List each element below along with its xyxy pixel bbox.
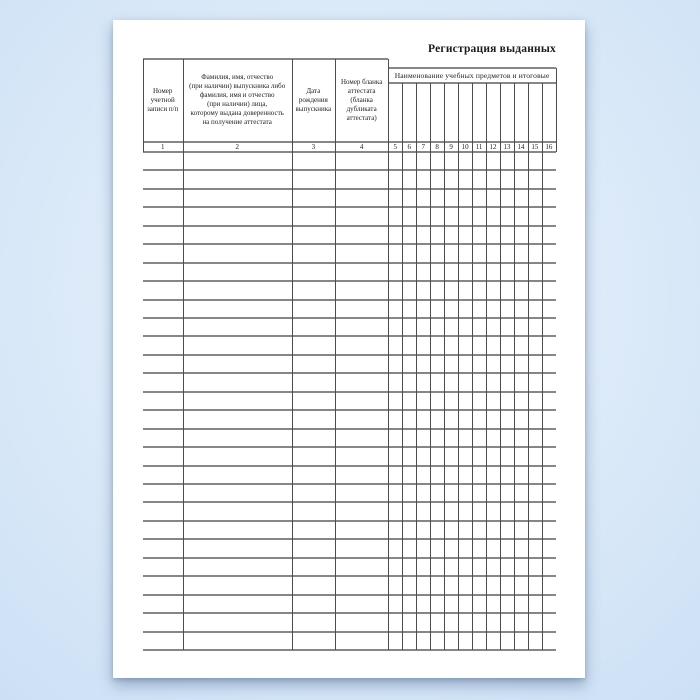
column-header-cell <box>144 59 182 143</box>
column-number-cell: 9 <box>449 143 453 151</box>
column-number-cell: 13 <box>503 143 511 151</box>
header-line: (при наличии) лица, <box>207 100 268 109</box>
header-line: аттестата <box>347 86 376 95</box>
table-row <box>143 263 556 281</box>
table-row <box>143 466 556 484</box>
header-line: фамилия, имя и отчество <box>199 91 275 100</box>
column-number-cell: 10 <box>461 143 469 151</box>
table-row <box>143 226 556 244</box>
column-number-cell: 4 <box>359 143 364 151</box>
column-number-cell: 6 <box>407 143 411 151</box>
table-row <box>143 576 556 594</box>
column-number-cell: 3 <box>311 143 316 151</box>
registration-table <box>113 20 585 678</box>
table-row <box>143 189 556 207</box>
header-line: дубликата <box>346 104 377 113</box>
column-number-cell: 1 <box>160 143 165 151</box>
column-number-cell: 12 <box>489 143 497 151</box>
table-row <box>143 355 556 373</box>
column-number-cell: 2 <box>235 143 239 151</box>
header-line: рождения <box>298 95 328 104</box>
header-line: учетной <box>150 95 175 104</box>
page-title: Регистрация выданных <box>428 43 556 55</box>
column-number-cell: 8 <box>435 143 439 151</box>
table-row <box>143 521 556 539</box>
column-header-cell <box>336 59 387 143</box>
table-row <box>143 336 556 354</box>
table-row <box>143 539 556 557</box>
table-row <box>143 207 556 225</box>
column-number-cell: 15 <box>531 143 539 151</box>
header-line: на получение аттестата <box>202 118 272 127</box>
table-row <box>143 152 556 170</box>
table-row <box>143 613 556 631</box>
column-header-cell <box>184 59 291 143</box>
table-row <box>143 392 556 410</box>
table-row <box>143 632 556 650</box>
header-line: аттестата) <box>346 113 377 122</box>
table-row <box>143 502 556 520</box>
table-row <box>143 410 556 428</box>
header-line: выпускника <box>295 104 332 113</box>
span-header-cell: Наименование учебных предметов и итоговые <box>394 71 550 81</box>
table-row <box>143 558 556 576</box>
table-row <box>143 447 556 465</box>
table-row <box>143 373 556 391</box>
header-line: которому выдана доверенность <box>190 109 284 118</box>
column-number-cell: 7 <box>421 143 425 151</box>
column-number-cell: 14 <box>517 143 525 151</box>
header-line: записи п/п <box>147 104 179 113</box>
table-row <box>143 300 556 318</box>
column-number-cell: 5 <box>393 143 398 151</box>
table-row <box>143 595 556 613</box>
table-row <box>143 281 556 299</box>
header-line: Номер <box>152 86 173 95</box>
header-line: (бланка <box>350 95 373 104</box>
column-number-cell: 16 <box>545 143 553 151</box>
column-number-cell: 11 <box>475 143 483 151</box>
header-line: Номер бланка <box>340 77 383 86</box>
table-row <box>143 318 556 336</box>
header-line: Дата <box>306 86 321 95</box>
header-line: Фамилия, имя, отчество <box>201 73 274 82</box>
table-right-border <box>556 68 557 152</box>
table-row <box>143 484 556 502</box>
column-header-cell <box>293 59 334 143</box>
table-row <box>143 244 556 262</box>
header-line: (при наличии) выпускника либо <box>189 82 286 91</box>
document-page <box>113 20 585 678</box>
table-row <box>143 429 556 447</box>
table-row <box>143 170 556 188</box>
